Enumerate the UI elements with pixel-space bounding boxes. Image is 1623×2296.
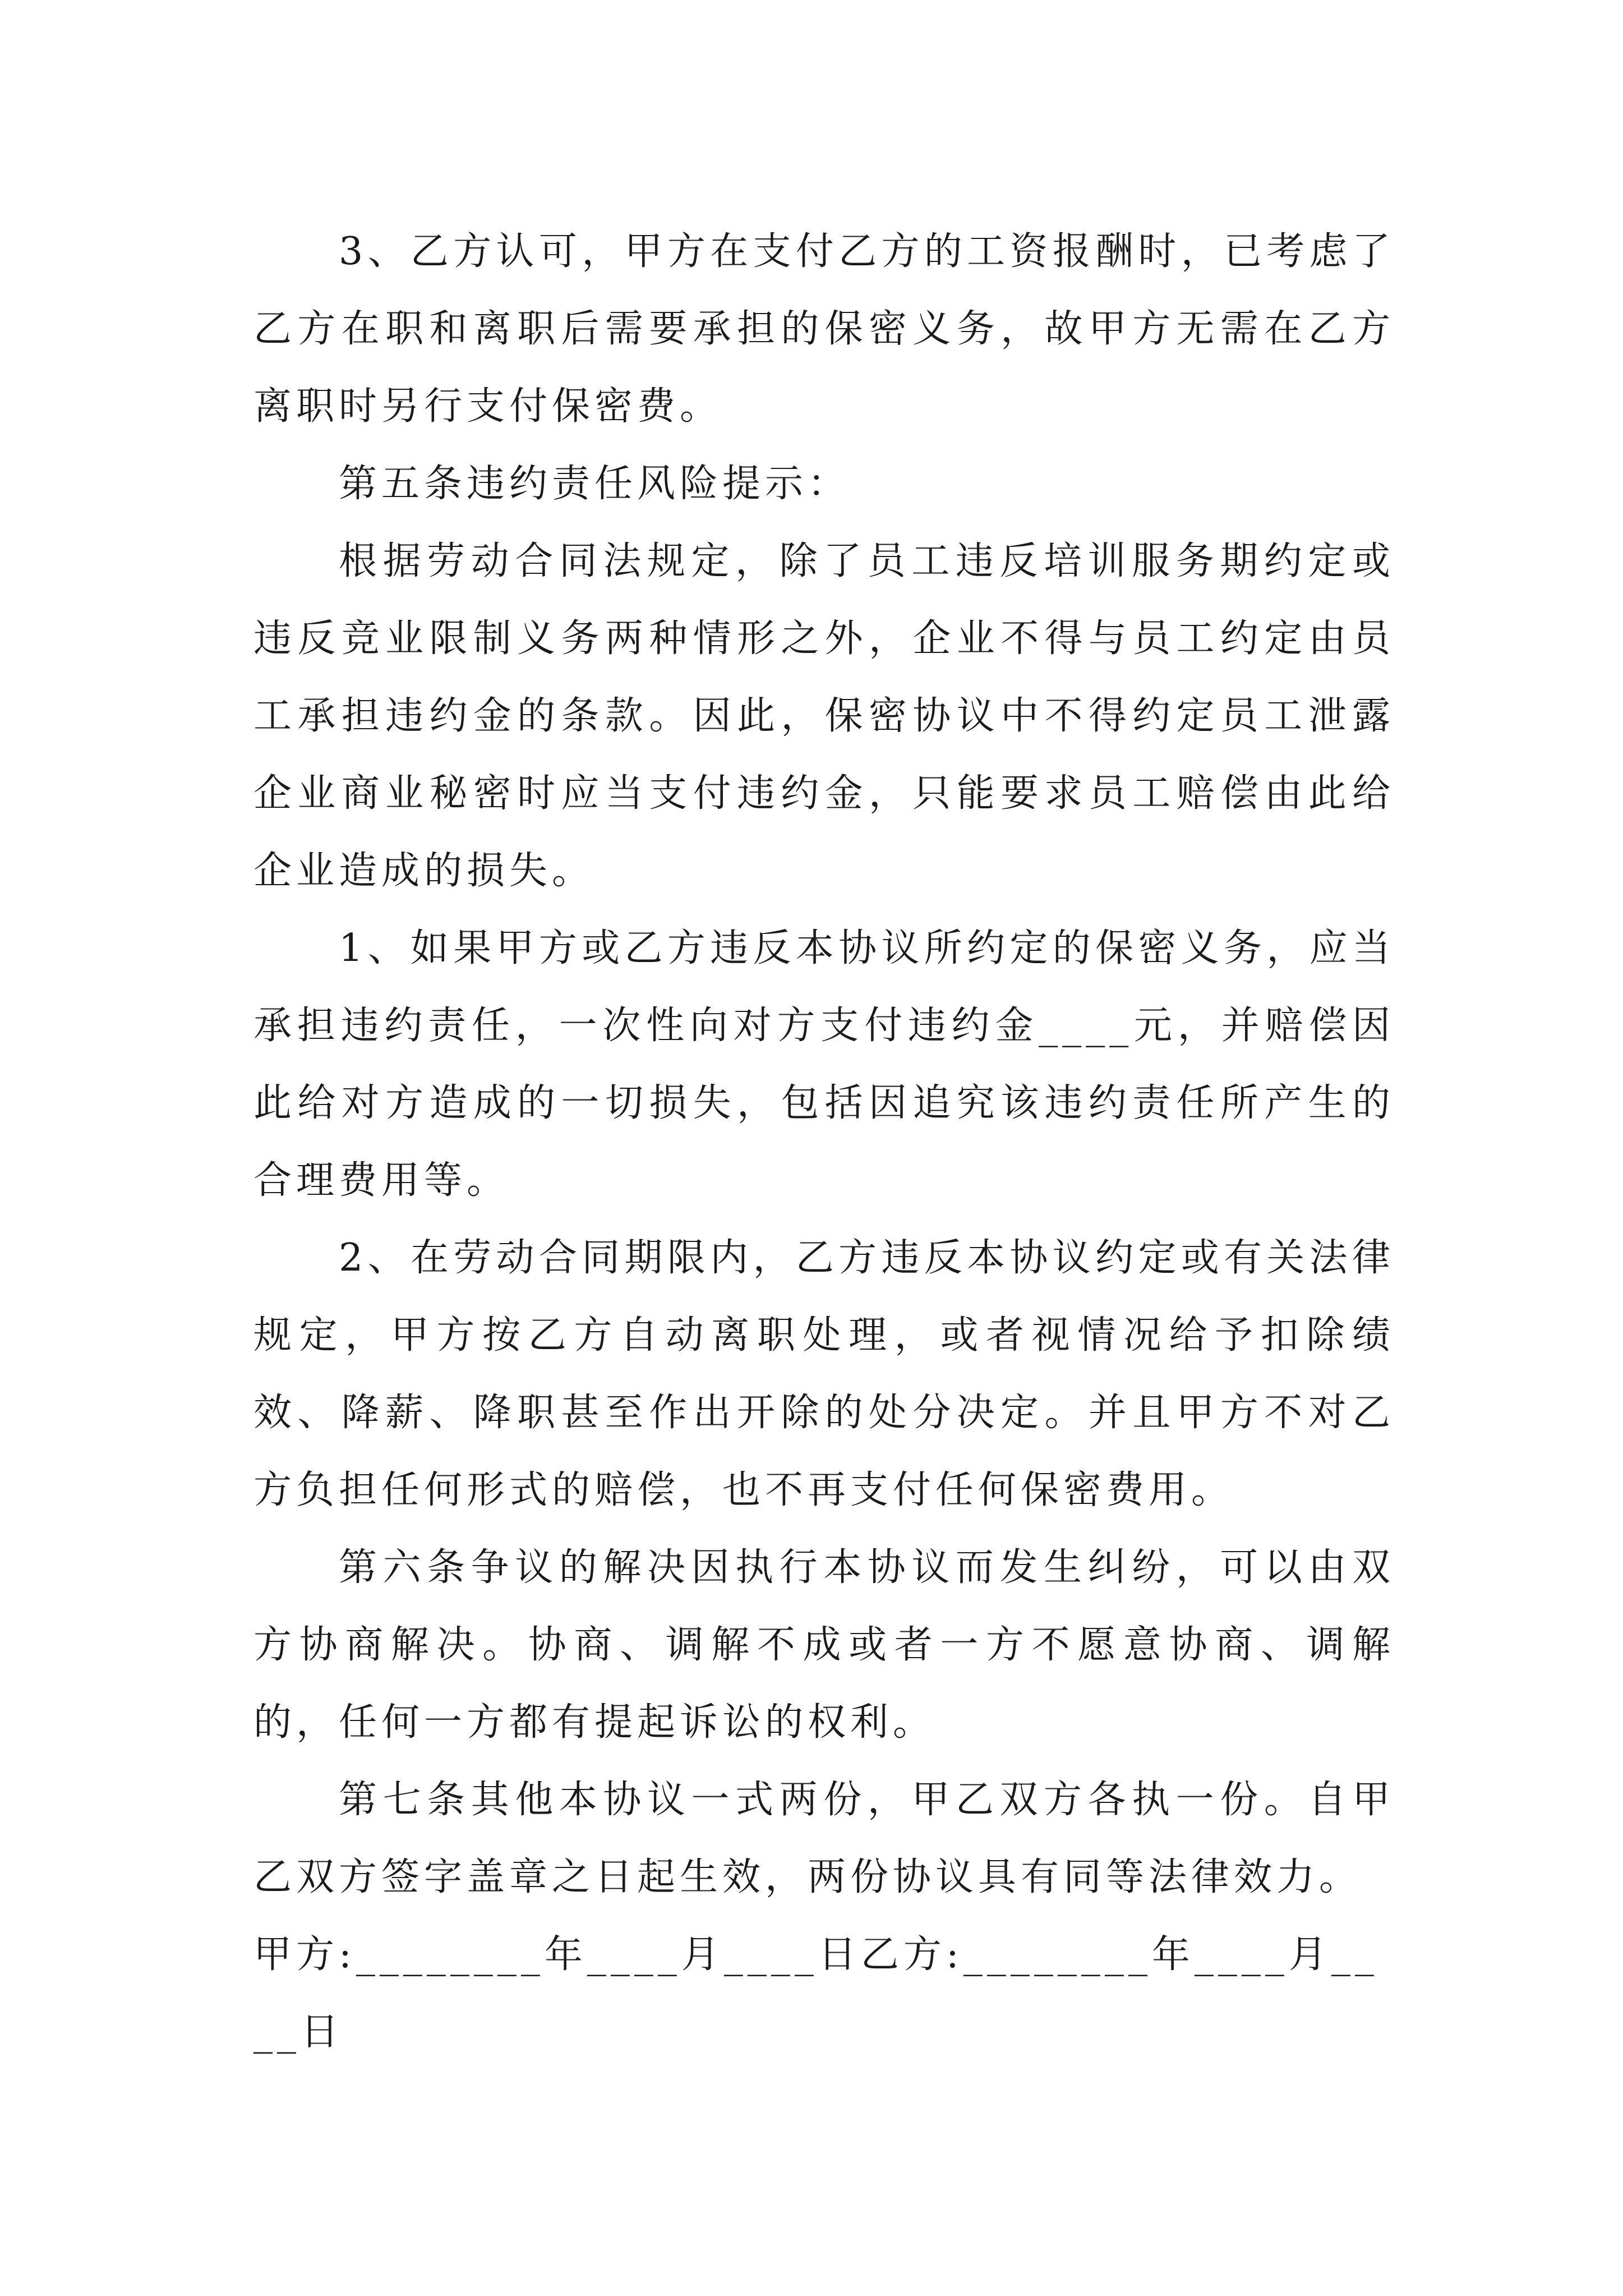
breach-clause-2-paragraph: 2、在劳动合同期限内，乙方违反本协议约定或有关法律规定，甲方按乙方自动离职处理，或者视情况给予扣除绩效、降薪、降职甚至作出开除的处分决定。并且甲方不对乙方负担任何形式的赔偿，也不再支付任何保密费用。: [253, 1236, 1395, 1512]
article-6-paragraph: 第六条争议的解决因执行本协议而发生纠纷，可以由双方协商解决。协商、调解不成或者一方不愿意协商、调解的，任何一方都有提起诉讼的权利。: [253, 1545, 1395, 1745]
risk-notice-paragraph: 根据劳动合同法规定，除了员工违反培训服务期约定或违反竞业限制义务两种情形之外，企业不得与员工约定由员工承担违约金的条款。因此，保密协议中不得约定员工泄露企业商业秘密时应当支付违约金，只能要求员工赔偿由此给企业造成的损失。: [253, 539, 1395, 893]
breach-clause-1-paragraph: 1、如果甲方或乙方违反本协议所约定的保密义务，应当承担违约责任，一次性向对方支付违约金____元，并赔偿因此给对方造成的一切损失，包括因追究该违约责任所产生的合理费用等。: [253, 926, 1395, 1203]
document-body: [253, 213, 1395, 2071]
signature-line: 甲方:________年____月____日乙方:________年____月____日: [253, 1932, 1378, 2054]
clause-3-paragraph: 3、乙方认可，甲方在支付乙方的工资报酬时，已考虑了乙方在职和离职后需要承担的保密义务，故甲方无需在乙方离职时另行支付保密费。: [253, 229, 1395, 429]
article-7-paragraph: 第七条其他本协议一式两份，甲乙双方各执一份。自甲乙双方签字盖章之日起生效，两份协议具有同等法律效力。: [253, 1778, 1395, 1899]
article-5-heading: 第五条违约责任风险提示：: [339, 462, 851, 506]
